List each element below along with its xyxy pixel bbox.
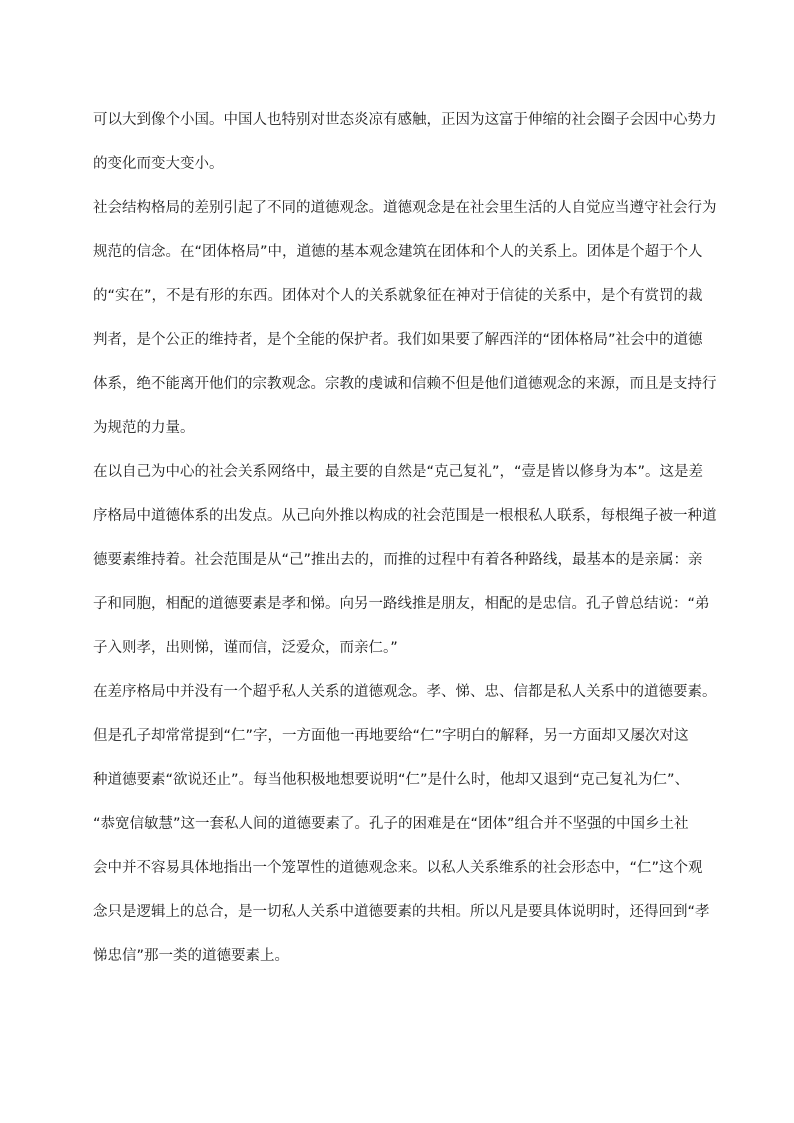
text-line: 在以自己为中心的社会关系网络中，最主要的自然是“克己复礼”，“壹是皆以修身为本”。这是差	[93, 464, 704, 480]
text-line: 体系，绝不能离开他们的宗教观念。宗教的虔诚和信赖不但是他们道德观念的来源，而且是支持行	[93, 376, 717, 392]
text-line: 种道德要素“欲说还止”。每当他积极地想要说明“仁”是什么时，他却又退到“克己复礼为仁”、	[93, 772, 690, 788]
text-line: 念只是逻辑上的总合，是一切私人关系中道德要素的共相。所以凡是要具体说明时，还得回到“孝	[93, 904, 710, 920]
text-line: 子入则孝，出则悌，谨而信，泛爱众，而亲仁。”	[93, 640, 398, 656]
text-line: 为规范的力量。	[93, 420, 195, 436]
text-line: 规范的信念。在“团体格局”中，道德的基本观念建筑在团体和个人的关系上。团体是个超于个人	[93, 244, 703, 260]
text-line: 判者，是个公正的维持者，是个全能的保护者。我们如果要了解西洋的“团体格局”社会中的道德	[93, 332, 703, 348]
text-line: 社会结构格局的差别引起了不同的道德观念。道德观念是在社会里生活的人自觉应当遵守社会行为	[93, 200, 717, 216]
text-line: 序格局中道德体系的出发点。从己向外推以构成的社会范围是一根根私人联系，每根绳子被一种道	[93, 508, 717, 524]
text-line: 会中并不容易具体地指出一个笼罩性的道德观念来。以私人关系维系的社会形态中，“仁”这个观	[93, 860, 703, 876]
text-line: 可以大到像个小国。中国人也特别对世态炎凉有感触，正因为这富于伸缩的社会圈子会因中心势力	[93, 112, 717, 128]
text-line: 的“实在”，不是有形的东西。团体对个人的关系就象征在神对于信徒的关系中，是个有赏罚的裁	[93, 288, 703, 304]
text-line: 的变化而变大变小。	[93, 156, 224, 172]
text-line: 德要素维持着。社会范围是从“己”推出去的，而推的过程中有着各种路线，最基本的是亲属：亲	[93, 552, 703, 568]
text-line: 悌忠信”那一类的道德要素上。	[93, 948, 290, 964]
text-line: 在差序格局中并没有一个超乎私人关系的道德观念。孝、悌、忠、信都是私人关系中的道德要素。	[93, 684, 717, 700]
text-line: 子和同胞，相配的道德要素是孝和悌。向另一路线推是朋友，相配的是忠信。孔子曾总结说：“弟	[93, 596, 710, 612]
text-line: 但是孔子却常常提到“仁”字，一方面他一再地要给“仁”字明白的解释，另一方面却又屡次对这	[93, 728, 689, 744]
text-line: “恭宽信敏慧”这一套私人间的道德要素了。孔子的困难是在“团体”组合并不坚强的中国乡土社	[93, 816, 689, 832]
